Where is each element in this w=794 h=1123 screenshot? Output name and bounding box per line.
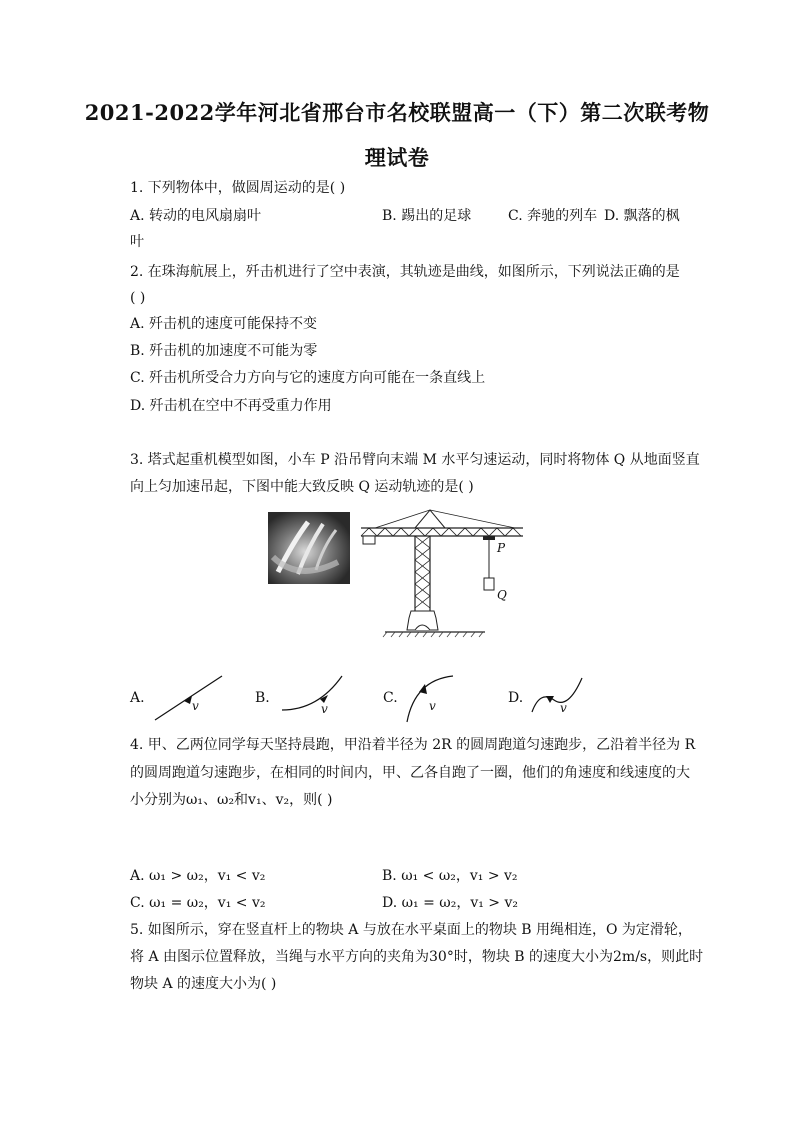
crane-label-p: P: [497, 541, 506, 555]
q1-option-a: A. 转动的电风扇扇叶: [130, 208, 262, 224]
q3-option-b-velocity-label: v: [321, 702, 328, 716]
q2-option-a: A. 歼击机的速度可能保持不变: [130, 316, 318, 332]
q3-option-b-trajectory: [278, 672, 348, 722]
q4-option-b: B. ω₁ < ω₂，v₁ > v₂: [382, 868, 518, 884]
q5-stem-continued-1: 将 A 由图示位置释放，当绳与水平方向的夹角为30°时，物块 B 的速度大小为2m/s，则此时: [130, 949, 704, 965]
q3-option-d-trajectory: [528, 672, 588, 720]
exam-title-line2: 理试卷: [364, 145, 430, 170]
q4-option-c: C. ω₁ = ω₂，v₁ < v₂: [130, 895, 266, 911]
q5-stem-continued-2: 物块 A 的速度大小为( ): [130, 976, 277, 992]
q4-stem-continued-2: 小分别为ω₁、ω₂和v₁、v₂，则( ): [130, 792, 333, 808]
q3-option-c-velocity-label: v: [429, 699, 436, 713]
q3-option-b: B.: [255, 690, 270, 706]
q3-option-d: D.: [508, 690, 524, 706]
q3-stem-continued: 向上匀加速吊起，下图中能大致反映 Q 运动轨迹的是( ): [130, 479, 474, 495]
q1-option-b: B. 踢出的足球: [382, 208, 472, 224]
q1-option-c: C. 奔驰的列车: [508, 208, 598, 224]
q3-option-a: A.: [130, 690, 145, 706]
q2-option-b: B. 歼击机的加速度不可能为零: [130, 343, 318, 359]
q1-option-d: D. 飘落的枫: [604, 208, 680, 224]
tower-crane-diagram: [355, 506, 530, 646]
q2-stem: 2. 在珠海航展上，歼击机进行了空中表演，其轨迹是曲线，如图所示，下列说法正确的是: [130, 264, 680, 280]
crane-label-q: Q: [497, 588, 507, 602]
q5-stem: 5. 如图所示，穿在竖直杆上的物块 A 与放在水平桌面上的物块 B 用绳相连，O 为定滑轮，: [130, 922, 692, 938]
q3-stem: 3. 塔式起重机模型如图，小车 P 沿吊臂向末端 M 水平匀速运动，同时将物体 Q 从地面竖直: [130, 452, 700, 468]
q3-option-a-velocity-label: v: [192, 699, 199, 713]
q3-option-c-trajectory: [403, 670, 463, 725]
q4-option-a: A. ω₁ > ω₂，v₁ < v₂: [130, 868, 266, 884]
q2-option-c: C. 歼击机所受合力方向与它的速度方向可能在一条直线上: [130, 370, 486, 386]
q4-option-d: D. ω₁ = ω₂，v₁ > v₂: [382, 895, 518, 911]
q2-option-d: D. 歼击机在空中不再受重力作用: [130, 398, 332, 414]
q3-option-d-velocity-label: v: [560, 701, 567, 715]
q2-stem-continued: ( ): [130, 290, 146, 306]
q4-stem: 4. 甲、乙两位同学每天坚持晨跑，甲沿着半径为 2R 的圆周跑道匀速跑步，乙沿着半径为 R: [130, 737, 696, 753]
q1-stem: 1. 下列物体中，做圆周运动的是( ): [130, 180, 346, 196]
q3-option-a-trajectory: [150, 670, 230, 725]
q1-option-d-continued: 叶: [130, 234, 144, 250]
crane-photo: [268, 512, 350, 584]
q3-option-c: C.: [383, 690, 398, 706]
exam-title-line1: 2021-2022学年河北省邢台市名校联盟高一（下）第二次联考物: [84, 100, 710, 125]
q4-stem-continued-1: 的圆周跑道匀速跑步，在相同的时间内，甲、乙各自跑了一圈，他们的角速度和线速度的大: [130, 765, 690, 781]
